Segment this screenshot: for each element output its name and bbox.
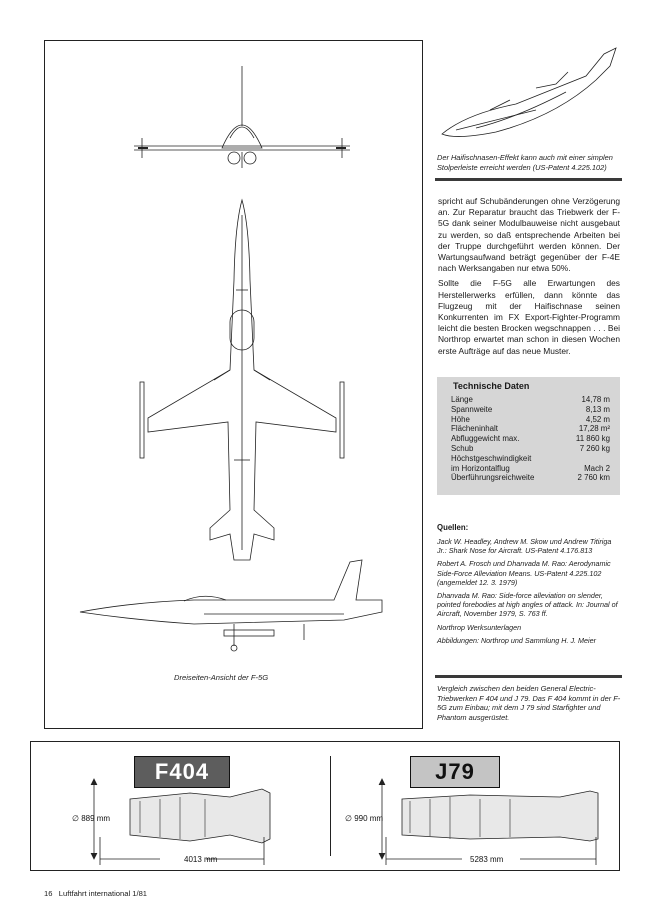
top-view <box>140 200 344 560</box>
source-item: Abbildungen: Northrop und Sammlung H. J. Meier <box>437 635 597 645</box>
f404-diameter: ∅ 889 mm <box>72 814 111 823</box>
tech-row: Spannweite 8,13 m <box>451 404 610 414</box>
f404-badge: F404 <box>134 756 230 788</box>
f404-length: 4013 mm <box>184 855 218 864</box>
f5g-three-view-drawing <box>44 40 421 727</box>
article-paragraph: spricht auf Schubänderungen ohne Verzögerung an. Zur Reparatur braucht das Triebwerk der F-5G dank seiner Modulbauweise nicht ausgebaut zu werden, so daß entsprechende Arbeiten bei der Truppe durchgeführt werden können. Der Wartungsaufwand beträgt gegenüber der F-4E nach Werksangaben nur etwa 50%. <box>438 196 620 274</box>
divider-rule <box>435 675 622 678</box>
j79-engine-drawing <box>379 779 598 865</box>
tech-data-title: Technische Daten <box>453 381 530 391</box>
tech-row: im Horizontalflug Mach 2 <box>451 463 610 473</box>
tech-row: Abfluggewicht max. 11 860 kg <box>451 434 610 444</box>
tech-row: Flächeninhalt 17,28 m² <box>451 424 610 434</box>
magazine-name: Luftfahrt international 1/81 <box>58 889 148 898</box>
tech-row: Überführungsreichweite 2 760 km <box>451 473 610 483</box>
tech-data-table <box>451 395 610 483</box>
page-number: 16 <box>44 889 53 898</box>
tech-row: Höchstgeschwindigkeit <box>451 453 532 463</box>
tech-row: Höhe 4,52 m <box>451 414 610 424</box>
source-item: Robert A. Frosch und Dhanvada M. Rao: Aerodynamic Side-Force Alleviation Means. US-Patent 4.225.102 (angemeldet 12. 3. 1979) <box>437 559 611 587</box>
source-item: Jack W. Headley, Andrew M. Skow und Andrew Titiriga Jr.: Shark Nose for Aircraft. US-Patent 4.176.813 <box>437 537 612 556</box>
j79-length: 5283 mm <box>470 855 504 864</box>
f404-engine-drawing <box>91 779 270 865</box>
source-item: Northrop Werksunterlagen <box>437 622 522 632</box>
front-view <box>134 66 350 168</box>
article-paragraph: Sollte die F-5G alle Erwartungen des Herstellerwerks erfüllen, dann könnte das Flugzeug mit der Haifischnase seinen Konkurrenten im FX Export-Fighter-Programm leicht die besten Brocken wegschnappen . . . Bei Northrop erwartet man schon in diesen Wochen erste Aufträge auf das neue Muster. <box>438 278 620 356</box>
divider-rule <box>435 178 622 181</box>
side-view <box>80 560 382 651</box>
tech-row: Länge 14,78 m <box>451 395 610 404</box>
tech-row: Schub 7 260 kg <box>451 443 610 453</box>
three-view-caption: Dreiseiten-Ansicht der F-5G <box>174 673 269 682</box>
article-body <box>438 196 620 361</box>
page-footer <box>44 889 147 898</box>
engine-drawings <box>30 741 618 869</box>
sources-title: Quellen: <box>437 523 469 532</box>
source-item: Dhanvada M. Rao: Side-force alleviation on slender, pointed forebodies at high angles of attack. In: Journal of Aircraft, November 1979, S. 763 ff. <box>437 591 618 619</box>
j79-badge: J79 <box>410 756 500 788</box>
tech-data-box <box>437 377 620 495</box>
engine-caption: Vergleich zwischen den beiden General Electric-Triebwerken F 404 und J 79. Das F 404 kommt in der F-5G zum Einbau; mit dem J 79 sind Starfighter und Phantom ausgerüstet. <box>437 684 621 722</box>
sources-block <box>437 523 621 649</box>
shark-nose-caption: Der Haifischnasen-Effekt kann auch mit einer simplen Stolperleiste erreicht werden (US-Patent 4.225.102) <box>437 153 613 172</box>
shark-nose-sketch <box>436 40 626 142</box>
j79-diameter: ∅ 990 mm <box>345 814 384 823</box>
